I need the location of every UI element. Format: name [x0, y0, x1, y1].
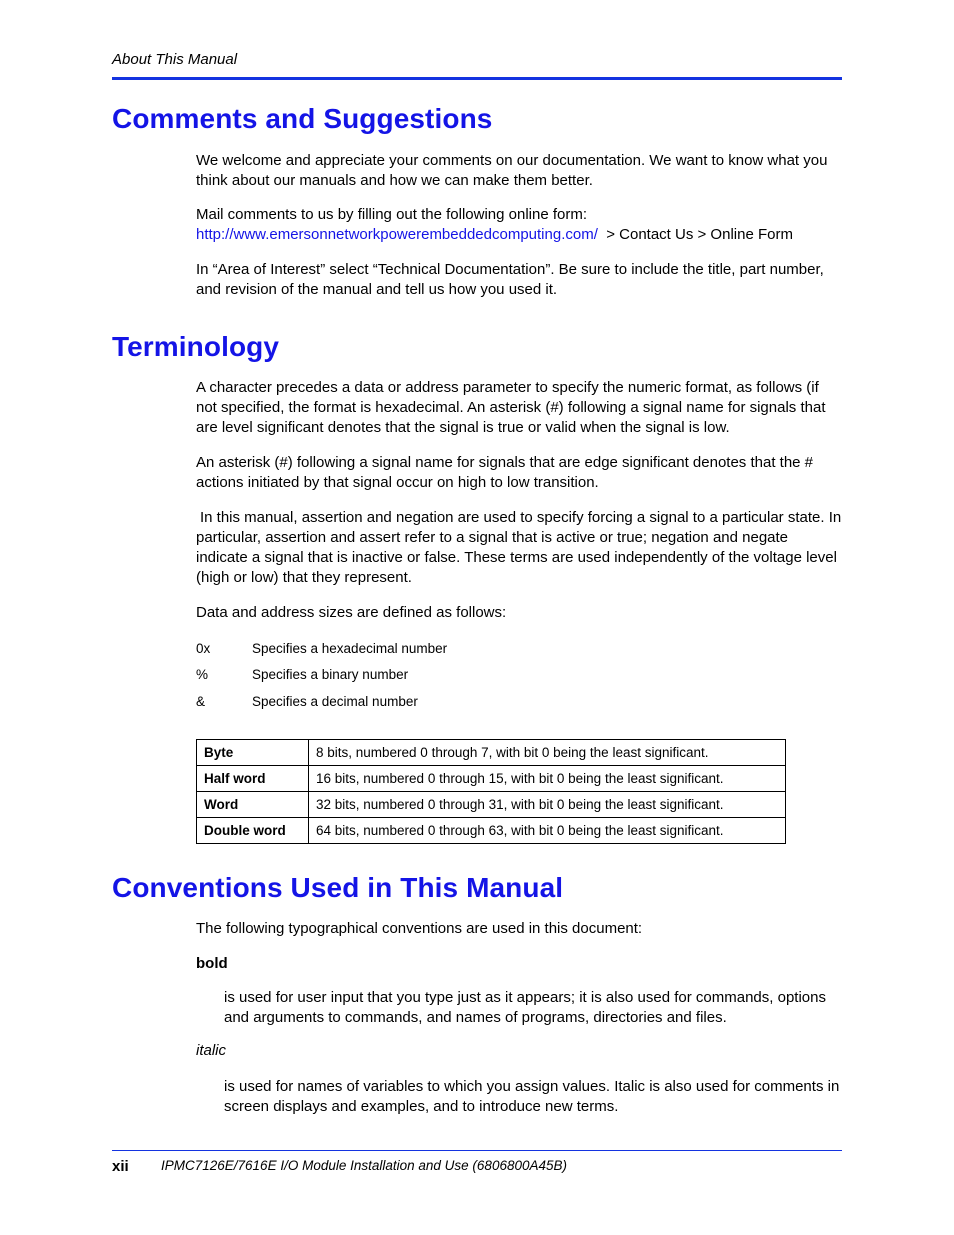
header-divider — [112, 77, 842, 80]
table-row — [197, 818, 786, 844]
format-symbol: % — [196, 667, 209, 682]
page-number: xii — [112, 1158, 129, 1175]
format-symbol: & — [196, 694, 206, 709]
terminology-paragraph-2: An asterisk (#) following a signal name for signals that are edge significant denotes that the # actions initiated by that signal occur on high to low transition. — [196, 454, 814, 491]
section-heading-terminology: Terminology — [112, 331, 280, 362]
contact-path: > Contact Us > Online Form — [606, 226, 793, 243]
table-cell-definition: 16 bits, numbered 0 through 15, with bit 0 being the least significant. — [309, 766, 786, 792]
table-cell-definition: 64 bits, numbered 0 through 63, with bit 0 being the least significant. — [309, 818, 786, 844]
convention-description-italic: is used for names of variables to which you assign values. Italic is also used for comments in screen displays and examples, and to introduce new terms. — [224, 1078, 840, 1115]
comments-paragraph-1: We welcome and appreciate your comments on our documentation. We want to know what you think about our manuals and how we can make them better. — [196, 152, 828, 189]
terminology-paragraph-4: Data and address sizes are defined as follows: — [196, 604, 507, 621]
section-heading-comments: Comments and Suggestions — [112, 103, 493, 134]
terminology-paragraph-1: A character precedes a data or address parameter to specify the numeric format, as follows (if not specified, the format is hexadecimal. An asterisk (#) following a signal name for signals that are level significant denotes that the signal is true or valid when the signal is low. — [196, 379, 826, 436]
format-description: Specifies a decimal number — [252, 694, 418, 709]
section-heading-conventions: Conventions Used in This Manual — [112, 872, 564, 903]
table-cell-definition: 32 bits, numbered 0 through 31, with bit 0 being the least significant. — [309, 792, 786, 818]
format-symbol: 0x — [196, 641, 211, 656]
convention-description-bold: is used for user input that you type just as it appears; it is also used for commands, options and arguments to commands, and names of programs, directories and files. — [224, 989, 826, 1026]
data-sizes-table — [196, 739, 786, 844]
table-row — [197, 792, 786, 818]
table-row — [197, 766, 786, 792]
format-description: Specifies a binary number — [252, 667, 409, 682]
table-cell-definition: 8 bits, numbered 0 through 7, with bit 0 being the least significant. — [309, 740, 786, 766]
footer-divider — [112, 1150, 842, 1151]
document-title: IPMC7126E/7616E I/O Module Installation and Use (6806800A45B) — [161, 1158, 568, 1173]
running-header: About This Manual — [112, 51, 238, 68]
table-cell-term: Double word — [197, 818, 309, 844]
comments-paragraph-3: In “Area of Interest” select “Technical Documentation”. Be sure to include the title, part number, and revision of the manual and tell us how you used it. — [196, 261, 824, 298]
table-cell-term: Byte — [197, 740, 309, 766]
convention-term-italic: italic — [196, 1042, 227, 1059]
comments-form-intro: Mail comments to us by filling out the following online form: — [196, 206, 588, 223]
comments-paragraph-2 — [196, 205, 842, 245]
table-cell-term: Word — [197, 792, 309, 818]
conventions-intro: The following typographical conventions are used in this document: — [196, 920, 643, 937]
table-cell-term: Half word — [197, 766, 309, 792]
table-row — [197, 740, 786, 766]
convention-term-bold: bold — [196, 955, 228, 972]
format-description: Specifies a hexadecimal number — [252, 641, 448, 656]
terminology-paragraph-3: In this manual, assertion and negation are used to specify forcing a signal to a particular state. In particular, assertion and assert refer to a signal that is active or true; negation and negate indicate a signal that is inactive or false. These terms are used independently of the voltage level (high or low) that they represent. — [196, 509, 842, 586]
emerson-website-link[interactable]: http://www.emersonnetworkpowerembeddedcomputing.com/ — [196, 226, 598, 243]
